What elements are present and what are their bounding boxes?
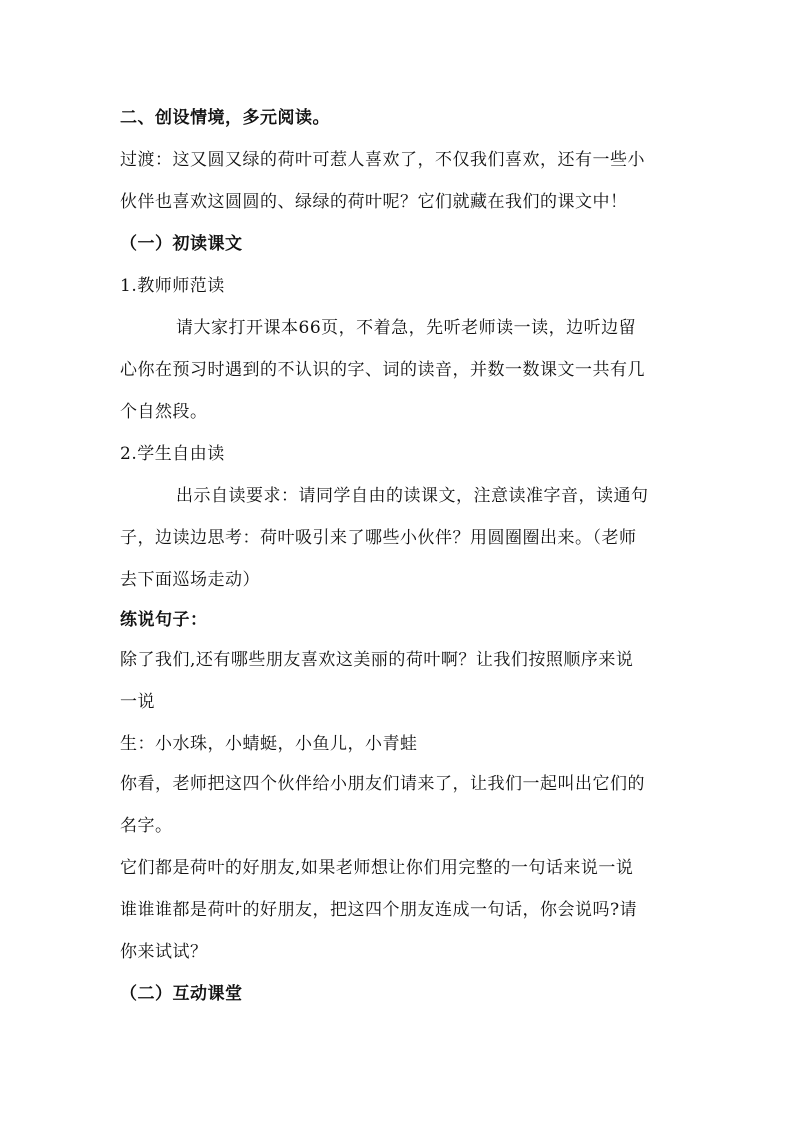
practice-line-4: 你看，老师把这四个伙伴给小朋友们请来了，让我们一起叫出它们的 <box>120 774 645 794</box>
section-heading: 二、创设情境，多元阅读。 <box>120 108 330 128</box>
step2-text-line-3: 去下面巡场走动） <box>120 570 260 590</box>
step2-text-line-2: 子，边读边思考：荷叶吸引来了哪些小伙伴？用圆圈圈出来。（老师 <box>120 528 637 548</box>
subsection-heading-interactive-class: （二）互动课堂 <box>120 984 243 1004</box>
practice-line-3: 生：小水珠，小蜻蜓，小鱼儿，小青蛙 <box>120 734 418 754</box>
subsection-heading-first-reading: （一）初读课文 <box>120 234 243 254</box>
practice-line-6: 它们都是荷叶的好朋友,如果老师想让你们用完整的一句话来说一说 <box>120 858 634 878</box>
step2-title: 2.学生自由读 <box>120 444 225 464</box>
practice-line-2: 一说 <box>120 692 155 712</box>
transition-line-2: 伙伴也喜欢这圆圆的、绿绿的荷叶呢？它们就藏在我们的课文中！ <box>120 192 628 212</box>
transition-line-1: 过渡：这又圆又绿的荷叶可惹人喜欢了，不仅我们喜欢，还有一些小 <box>120 150 645 170</box>
step1-text-line-2: 心你在预习时遇到的不认识的字、词的读音，并数一数课文一共有几 <box>120 360 645 380</box>
practice-heading: 练说句子： <box>120 610 208 630</box>
step2-text-line-1: 出示自读要求：请同学自由的读课文，注意读准字音，读通句 <box>176 486 649 506</box>
practice-line-8: 你来试试？ <box>120 942 208 962</box>
practice-line-5: 名字。 <box>120 816 173 836</box>
step1-text-line-3: 个自然段。 <box>120 402 208 422</box>
step1-title: 1.教师师范读 <box>120 276 225 296</box>
practice-line-7: 谁谁谁都是荷叶的好朋友，把这四个朋友连成一句话，你会说吗?请 <box>120 900 638 920</box>
step1-text-line-1: 请大家打开课本66页，不着急，先听老师读一读，边听边留 <box>176 318 637 338</box>
practice-line-1: 除了我们,还有哪些朋友喜欢这美丽的荷叶啊？让我们按照顺序来说 <box>120 650 634 670</box>
